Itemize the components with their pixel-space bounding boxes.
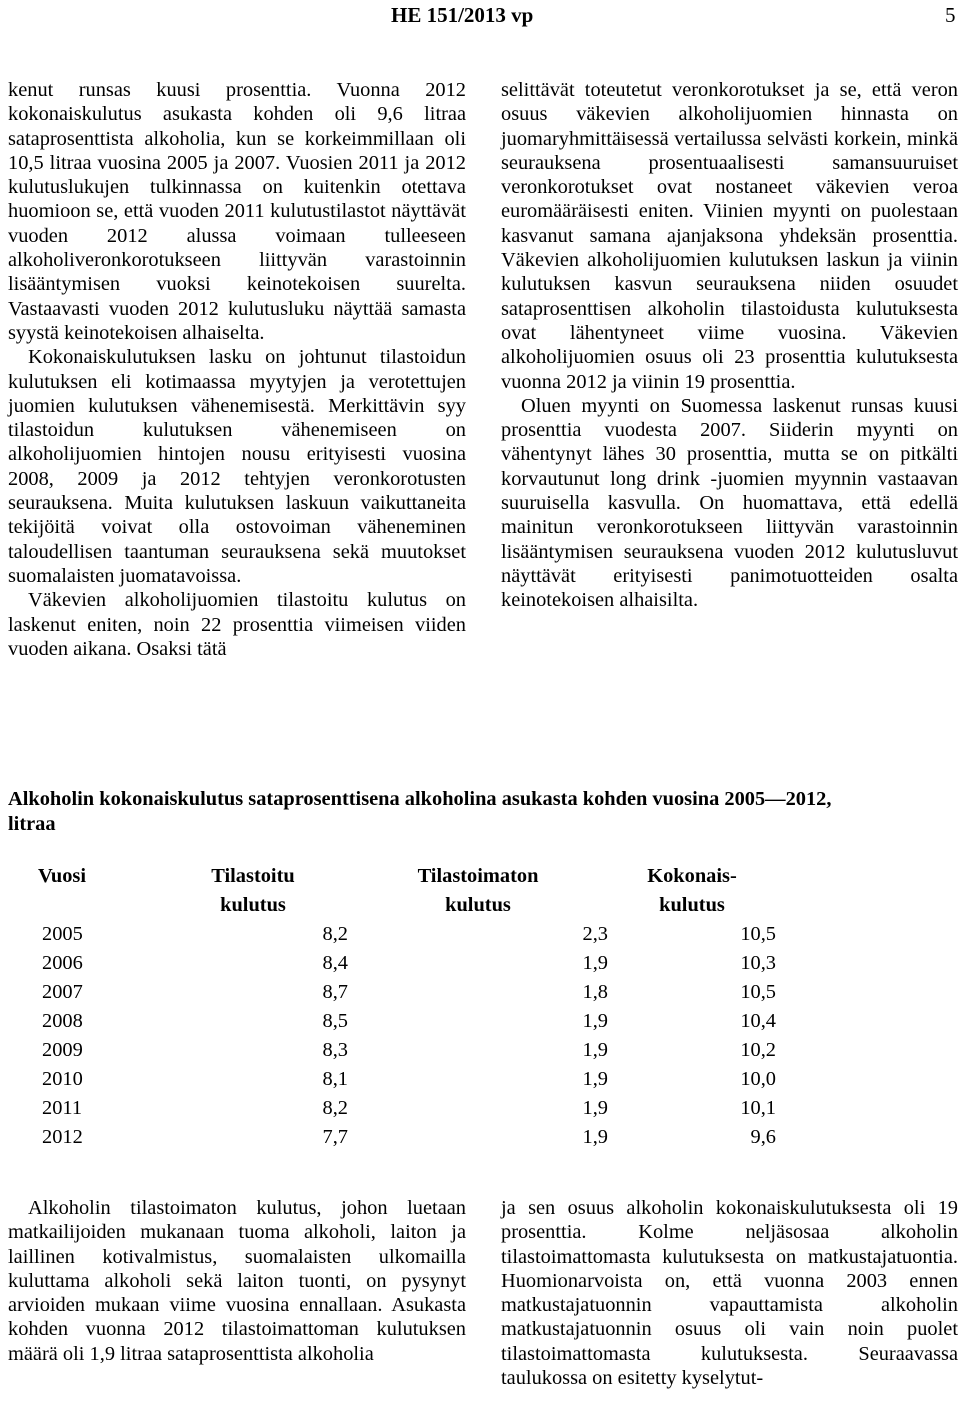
table-row — [8, 920, 776, 949]
unrecorded-cell: 1,9 — [582, 1010, 608, 1032]
column-header-total: Kokonais- kulutus — [647, 865, 737, 916]
table-row — [8, 1094, 776, 1123]
year-cell: 2008 — [42, 1010, 83, 1032]
year-cell: 2012 — [42, 1126, 83, 1148]
table-row — [8, 978, 776, 1007]
recorded-cell: 8,2 — [322, 923, 348, 945]
total-cell: 10,2 — [740, 1039, 776, 1061]
consumption-table — [8, 862, 776, 1152]
page-header — [0, 3, 960, 33]
recorded-cell: 7,7 — [322, 1126, 348, 1148]
unrecorded-cell: 1,9 — [582, 1068, 608, 1090]
year-cell: 2011 — [42, 1097, 83, 1119]
table-row — [8, 949, 776, 978]
total-cell: 9,6 — [750, 1126, 776, 1148]
recorded-cell: 8,7 — [322, 981, 348, 1003]
recorded-cell: 8,4 — [322, 952, 348, 974]
table-row — [8, 1036, 776, 1065]
document-id: HE 151/2013 vp — [391, 3, 534, 27]
body-column-right — [501, 78, 958, 613]
recorded-cell: 8,5 — [322, 1010, 348, 1032]
body-column-left-lower — [8, 1196, 466, 1366]
year-cell: 2006 — [42, 952, 83, 974]
table-row — [8, 1007, 776, 1036]
total-cell: 10,3 — [740, 952, 776, 974]
body-column-right-lower — [501, 1196, 958, 1390]
unrecorded-cell: 2,3 — [582, 923, 608, 945]
unrecorded-cell: 1,8 — [582, 981, 608, 1003]
page-number: 5 — [945, 3, 956, 27]
paragraph: selittävät toteutetut veronkorotukset ja se, että veron osuus väkevien alkoholijuomien hinnasta on juomaryhmittäisessä vertailussa selvästi korkein, minkä seurauksena prosentuaalisesti samansuuruiset veronkorotukset ovat nostaneet väkevien veroa euromääräisesti eniten. Viinien myynti on puolestaan kasvanut samana ajanjaksona yhdeksän prosenttia. Väkevien alkoholijuomien kulutuksen laskun ja viinin kulutuksen kasvun seurauksena niiden osuudet sataprosenttisen alkoholin tilastoidusta kulutuksesta ovat lähentyneet viime vuosina. Väkevien alkoholijuomien osuus oli 23 prosenttia kulutuksesta vuonna 2012 ja viinin 19 prosenttia. — [501, 79, 958, 393]
paragraph: Oluen myynti on Suomessa laskenut runsas kuusi prosenttia vuodesta 2007. Siiderin myynti on vähentynyt lähes 30 prosenttia, mutta se on pitkälti korvautunut long drink -juomien myynnin vastaavan suuruisella kasvulla. On huomattava, että edellä mainitun veronkorotukseen liittyvän varastoinnin lisääntymisen seurauksena vuoden 2012 kulutusluvut näyttävät erityisesti panimotuotteiden osalta keinotekoisen alhaisilta. — [501, 394, 958, 612]
table-row — [8, 1065, 776, 1094]
total-cell: 10,1 — [740, 1097, 776, 1119]
total-cell: 10,4 — [740, 1010, 776, 1032]
year-cell: 2010 — [42, 1068, 83, 1090]
paragraph: Alkoholin tilastoimaton kulutus, johon luetaan matkailijoiden mukanaan tuoma alkoholi, laiton ja laillinen kotivalmistus, suomalaisten ulkomailla kuluttama alkoholi sekä laiton tuonti, on pysynyt arvioiden mukaan viime vuosina ennallaan. Asukasta kohden vuonna 2012 tilastoimattoman kulutuksen määrä oli 1,9 litraa sataprosenttista alkoholia — [8, 1197, 466, 1365]
unrecorded-cell: 1,9 — [582, 1126, 608, 1148]
total-cell: 10,0 — [740, 1068, 776, 1090]
paragraph: kenut runsas kuusi prosenttia. Vuonna 2012 kokonaiskulutus asukasta kohden oli 9,6 litraa sataprosenttista alkoholia, kun se korkeimmillaan oli 10,5 litraa vuosina 2005 ja 2007. Vuosien 2011 ja 2012 kulutuslukujen tulkinnassa on kuitenkin otettava huomioon se, että vuoden 2011 kulutustilastot näyttävät vuoden 2012 alussa voimaan tulleeseen alkoholiveronkorotukseen liittyvän varastoinnin lisääntymisen vuoksi keinotekoisen suurelta. Vastaavasti vuoden 2012 kulutusluku näyttää samasta syystä keinotekoisen alhaiselta. — [8, 79, 466, 344]
recorded-cell: 8,3 — [322, 1039, 348, 1061]
body-column-left — [8, 78, 466, 661]
total-cell: 10,5 — [740, 923, 776, 945]
paragraph: ja sen osuus alkoholin kokonaiskulutuksesta oli 19 prosenttia. Kolme neljäsosaa alkoholin tilastoimattomasta kulutuksesta on matkustajatuontia. Huomionarvoista on, että vuonna 2003 ennen matkustajatuonnin vapauttamista alkoholin matkustajatuonnin osuus oli vain noin puolet tilastoimattomasta kulutuksesta. Seuraavassa taulukossa on esitetty kyselytut- — [501, 1197, 958, 1390]
table-row — [8, 1123, 776, 1152]
unrecorded-cell: 1,9 — [582, 952, 608, 974]
paragraph: Väkevien alkoholijuomien tilastoitu kulutus on laskenut eniten, noin 22 prosenttia viimeisen viiden vuoden aikana. Osaksi tätä — [8, 589, 466, 660]
column-header-year: Vuosi — [38, 865, 86, 887]
column-header-recorded: Tilastoitu kulutus — [211, 865, 295, 916]
total-cell: 10,5 — [740, 981, 776, 1003]
unrecorded-cell: 1,9 — [582, 1039, 608, 1061]
year-cell: 2007 — [42, 981, 83, 1003]
paragraph: Kokonaiskulutuksen lasku on johtunut tilastoidun kulutuksen eli kotimaassa myytyjen ja verotettujen juomien kulutuksen vähenemisestä. Merkittävin syy tilastoidun kulutuksen vähenemiseen on alkoholijuomien hintojen nousu erityisesti vuosina 2008, 2009 ja 2012 tehtyjen veronkorotusten seurauksena. Muita kulutuksen laskuun vaikuttaneita tekijöitä voivat olla ostovoiman väheneminen taloudellisen taantuman seurauksena sekä muutokset suomalaisten juomatavoissa. — [8, 346, 466, 587]
recorded-cell: 8,1 — [322, 1068, 348, 1090]
table-header-row — [8, 862, 776, 920]
table-caption: Alkoholin kokonaiskulutus sataprosenttisena alkoholina asukasta kohden vuosina 2005—2012, litraa — [8, 788, 832, 835]
year-cell: 2005 — [42, 923, 83, 945]
year-cell: 2009 — [42, 1039, 83, 1061]
column-header-unrecorded: Tilastoimaton kulutus — [417, 865, 539, 916]
unrecorded-cell: 1,9 — [582, 1097, 608, 1119]
recorded-cell: 8,2 — [322, 1097, 348, 1119]
